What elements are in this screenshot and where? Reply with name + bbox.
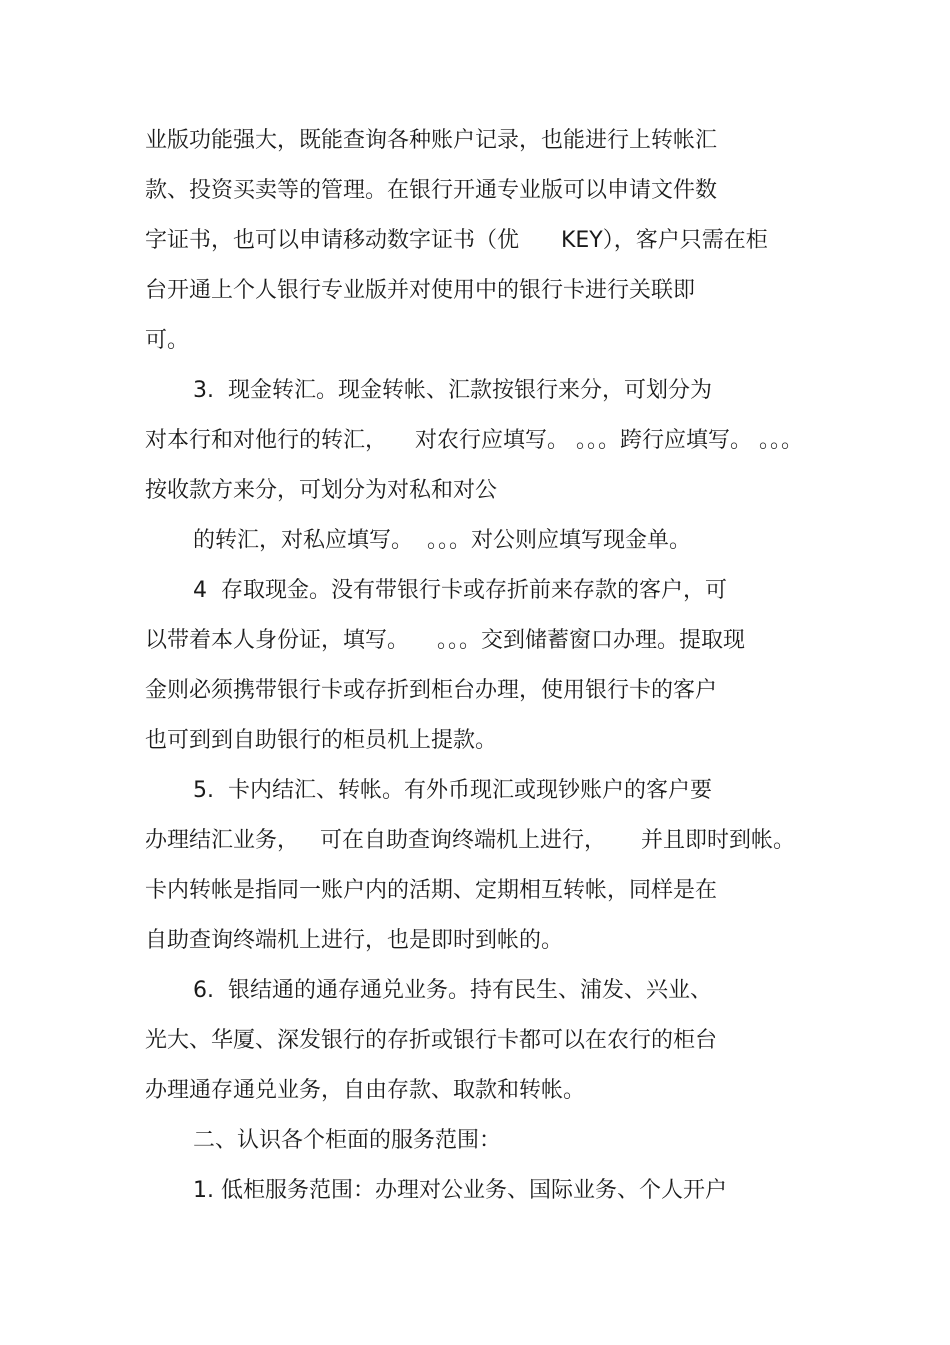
- text-line: 办理结汇业务， 可在自助查询终端机上进行， 并且即时到帐。: [145, 828, 795, 853]
- text-line: 金则必须携带银行卡或存折到柜台办理，使用银行卡的客户: [145, 678, 718, 703]
- text-line: 可。: [145, 328, 190, 353]
- text-line: 字证书，也可以申请移动数字证书（优 KEY），客户只需在柜: [145, 228, 768, 253]
- text-line: 光大、华厦、深发银行的存折或银行卡都可以在农行的柜台: [145, 1028, 718, 1053]
- text-line: 也可到到自助银行的柜员机上提款。: [145, 728, 498, 753]
- text-line: 办理通存通兑业务，自由存款、取款和转帐。: [145, 1078, 586, 1103]
- text-line: 业版功能强大，既能查询各种账户记录，也能进行上转帐汇: [145, 128, 718, 153]
- text-line: 台开通上个人银行专业版并对使用中的银行卡进行关联即: [145, 278, 696, 303]
- paragraph-start-line: 6. 银结通的通存通兑业务。持有民生、浦发、兴业、: [193, 978, 712, 1003]
- text-line: 卡内转帐是指同一账户内的活期、定期相互转帐，同样是在: [145, 878, 718, 903]
- text-line: 的转汇，对私应填写。 。。。对公则应填写现金单。: [193, 528, 691, 553]
- paragraph-start-line: 1. 低柜服务范围：办理对公业务、国际业务、个人开户: [193, 1178, 727, 1203]
- paragraph-start-line: 4 存取现金。没有带银行卡或存折前来存款的客户，可: [193, 578, 727, 603]
- paragraph-start-line: 5. 卡内结汇、转帐。有外币现汇或现钞账户的客户要: [193, 778, 712, 803]
- text-line: 按收款方来分，可划分为对私和对公: [145, 478, 498, 503]
- paragraph-start-line: 3. 现金转汇。现金转帐、汇款按银行来分，可划分为: [193, 378, 712, 403]
- text-line: 款、投资买卖等的管理。在银行开通专业版可以申请文件数: [145, 178, 718, 203]
- text-line: 以带着本人身份证，填写。 。。。交到储蓄窗口办理。提取现: [145, 628, 745, 653]
- text-line: 自助查询终端机上进行，也是即时到帐的。: [145, 928, 564, 953]
- section-heading: 二、认识各个柜面的服务范围：: [193, 1128, 502, 1153]
- text-line: 对本行和对他行的转汇， 对农行应填写。 。。。跨行应填写。 。。。: [145, 428, 803, 453]
